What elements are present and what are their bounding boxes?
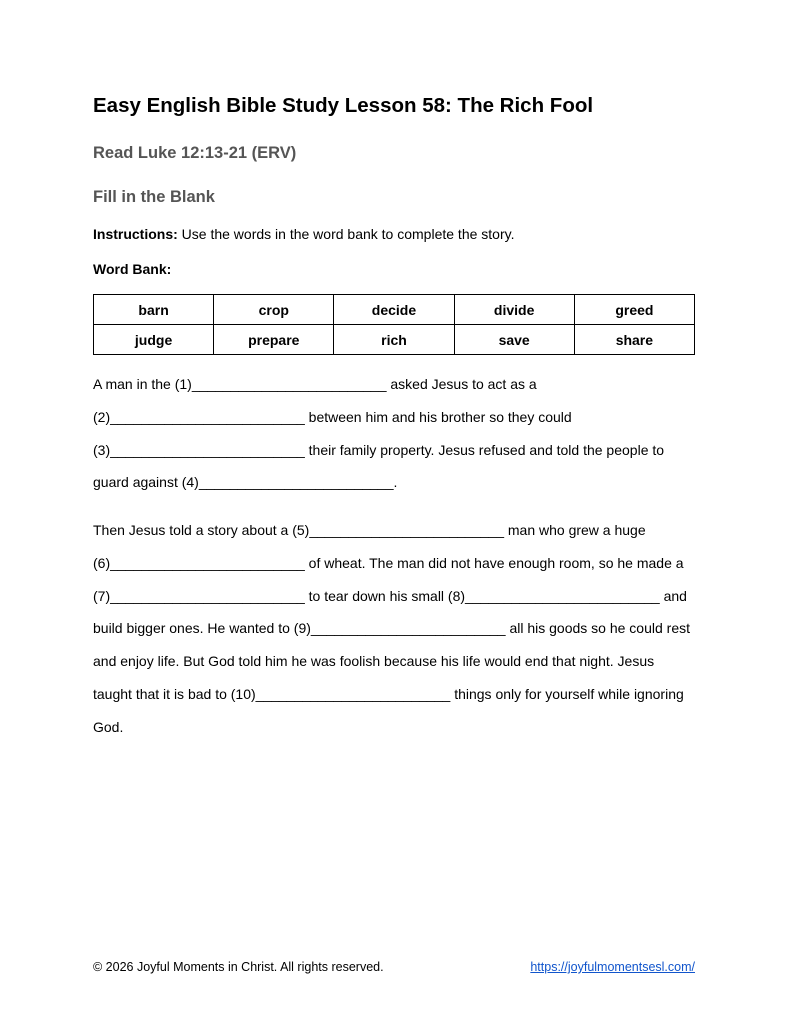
word-bank-row (94, 325, 695, 355)
instructions (93, 225, 514, 243)
word-bank-cell: save (454, 325, 574, 355)
story-line: (2)_________________________ between him and his brother so they could (93, 408, 572, 425)
word-bank-cell: prepare (214, 325, 334, 355)
story-line: God. (93, 718, 124, 735)
page-title: Easy English Bible Study Lesson 58: The Rich Fool (93, 94, 594, 117)
word-bank-cell: barn (94, 295, 214, 325)
story-line: build bigger ones. He wanted to (9)_________________________ all his goods so he could rest (93, 620, 691, 637)
word-bank-label: Word Bank: (93, 261, 172, 277)
instructions-text: Use the words in the word bank to complete the story. (177, 226, 515, 242)
section-heading: Fill in the Blank (93, 188, 215, 206)
story-paragraph-1 (93, 368, 695, 499)
story-paragraph-2 (93, 514, 695, 744)
word-bank-cell: share (574, 325, 694, 355)
copyright-notice: © 2026 Joyful Moments in Christ. All rights reserved. (93, 960, 384, 974)
story-line: A man in the (1)_________________________ asked Jesus to act as a (93, 376, 537, 392)
story-line: and enjoy life. But God told him he was foolish because his life would end that night. Jesus (93, 653, 655, 670)
word-bank-cell: rich (334, 325, 454, 355)
word-bank-cell: judge (94, 325, 214, 355)
story-line: (6)_________________________ of wheat. The man did not have enough room, so he made a (93, 554, 684, 571)
story-line: guard against (4)_________________________. (93, 474, 398, 491)
word-bank-table (93, 294, 695, 355)
instructions-label: Instructions: (93, 226, 178, 242)
website-link[interactable]: https://joyfulmomentsesl.com/ (530, 960, 695, 974)
word-bank-row (94, 295, 695, 325)
worksheet-page (93, 0, 695, 1023)
word-bank-cell: divide (454, 295, 574, 325)
word-bank-cell: decide (334, 295, 454, 325)
word-bank-cell: crop (214, 295, 334, 325)
story-line: taught that it is bad to (10)_________________________ things only for yourself while ignoring (93, 685, 684, 702)
story-line: Then Jesus told a story about a (5)_________________________ man who grew a huge (93, 522, 646, 538)
word-bank-cell: greed (574, 295, 694, 325)
story-line: (3)_________________________ their family property. Jesus refused and told the people to (93, 441, 665, 458)
reading-reference: Read Luke 12:13-21 (ERV) (93, 144, 297, 162)
story-line: (7)_________________________ to tear down his small (8)_________________________ and (93, 587, 687, 604)
